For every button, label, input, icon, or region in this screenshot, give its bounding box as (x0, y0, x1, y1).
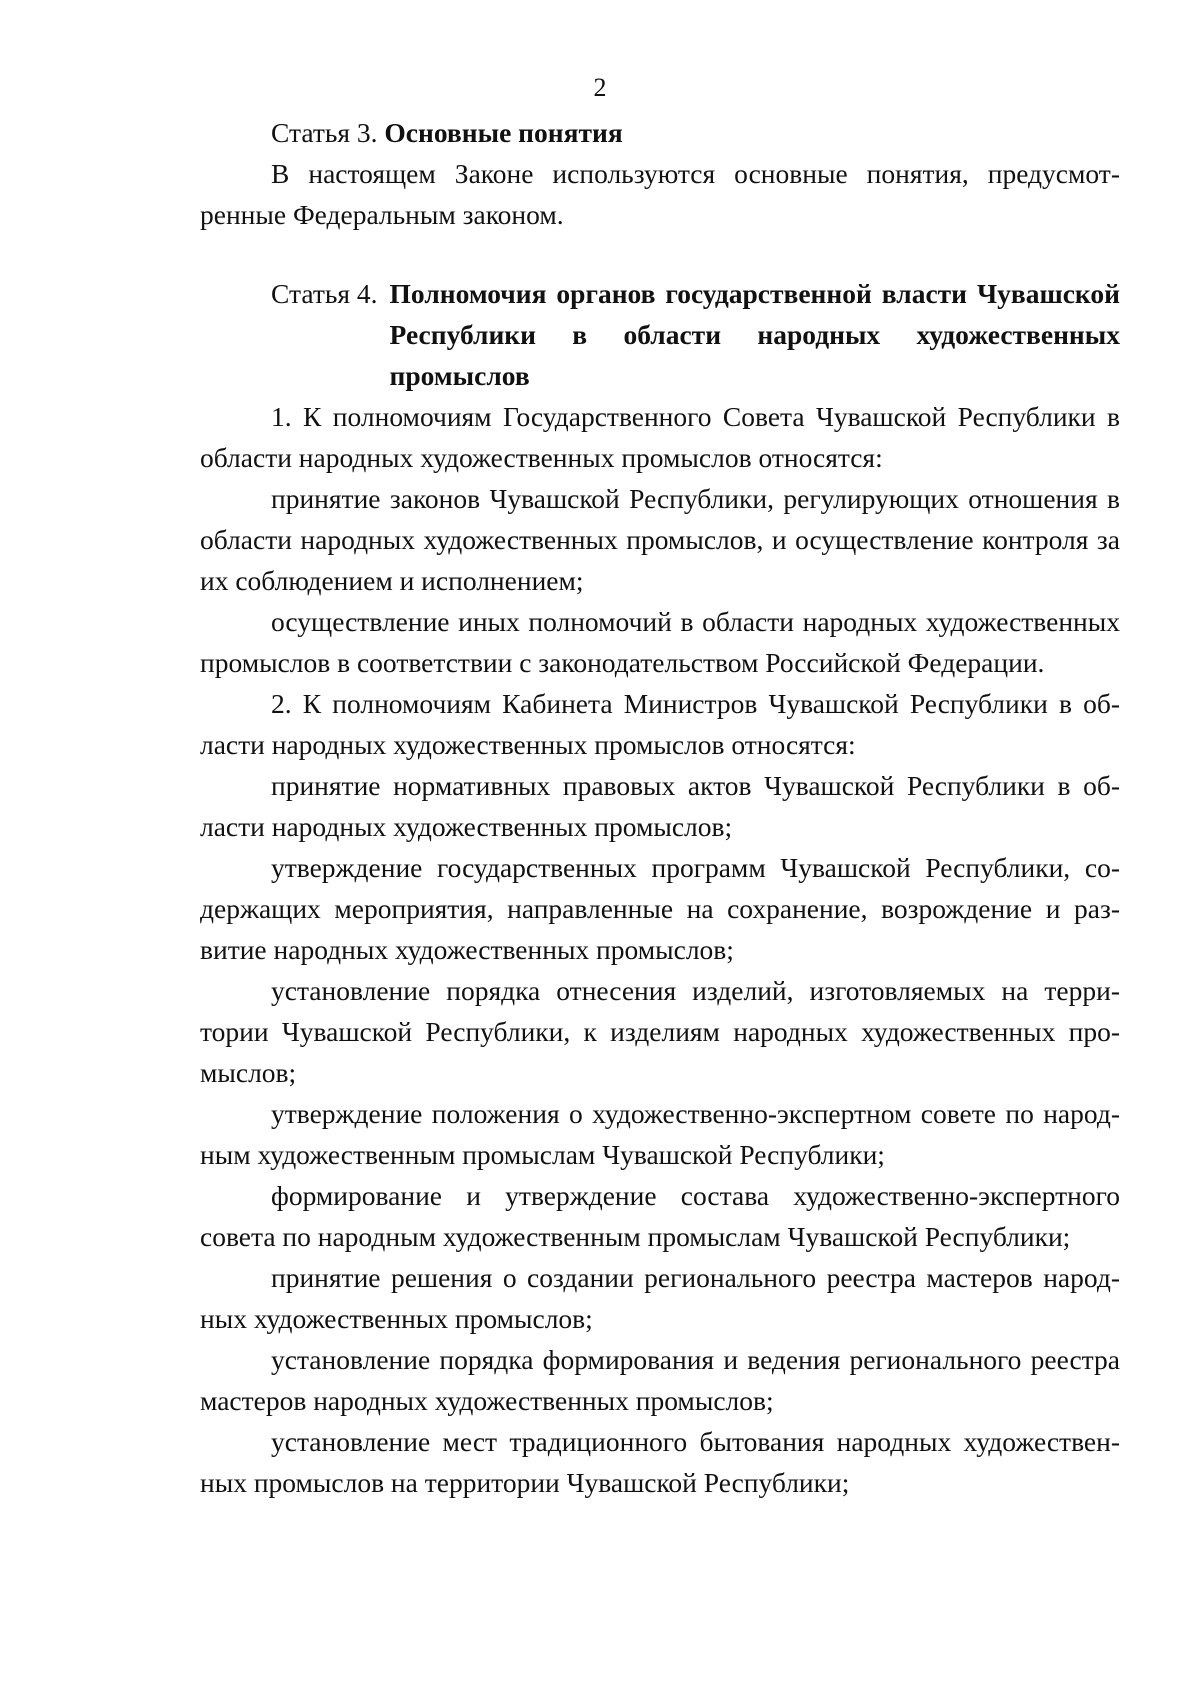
article-4-clause-2-intro: 2. К полномочиям Кабинета Министров Чувашской Республики в области народных художественных промыслов относятся: (200, 688, 1120, 760)
article-3-heading (200, 112, 1120, 153)
article-4-list-item: утверждение положения о художественно-экспертном совете по народным художественным промыслам Чувашской Республики; (200, 1098, 1120, 1170)
article-3-label: Статья 3. (271, 117, 378, 148)
article-4-list-item: утверждение государственных программ Чувашской Республики, содержащих мероприятия, направленные на сохранение, возрождение и развитие народных художественных промыслов; (200, 852, 1120, 965)
document-body (200, 112, 1120, 1503)
article-4-list-item: установление порядка формирования и ведения регионального реестра мастеров народных художественных промыслов; (200, 1344, 1120, 1416)
article-3-paragraph: В настоящем Законе используются основные понятия, предусмотренные Федеральным законом. (200, 158, 1120, 230)
article-4-title: Полномочия органов государственной власти Чувашской Республики в области народных художественных промыслов (389, 278, 1120, 391)
article-4-clause-1-intro: 1. К полномочиям Государственного Совета Чувашской Республики в области народных художественных промыслов относятся: (200, 401, 1120, 473)
article-4-list-item: принятие законов Чувашской Республики, регулирующих отношения в области народных художественных промыслов, и осуществление контроля за их соблюдением и исполнением; (200, 483, 1120, 596)
article-4-list-item: формирование и утверждение состава художественно-экспертного совета по народным художественным промыслам Чувашской Республики; (200, 1180, 1120, 1252)
article-4-heading (200, 273, 1120, 396)
article-4-list-item: установление мест традиционного бытования народных художественных промыслов на территории Чувашской Республики; (200, 1426, 1120, 1498)
article-4-list-item: принятие нормативных правовых актов Чувашской Республики в области народных художественных промыслов; (200, 770, 1120, 842)
section-spacer (200, 235, 1120, 273)
article-4-list-item: осуществление иных полномочий в области народных художественных промыслов в соответствии с законодательством Российской Федерации. (200, 606, 1120, 678)
article-4-label: Статья 4. (271, 278, 378, 309)
article-4-list-item: установление порядка отнесения изделий, изготовляемых на территории Чувашской Республики, к изделиям народных художественных промыслов; (200, 975, 1120, 1088)
page-number: 2 (593, 73, 607, 102)
article-3-title: Основные понятия (384, 117, 623, 148)
article-4-list-item: принятие решения о создании регионального реестра мастеров народных художественных промыслов; (200, 1262, 1120, 1334)
